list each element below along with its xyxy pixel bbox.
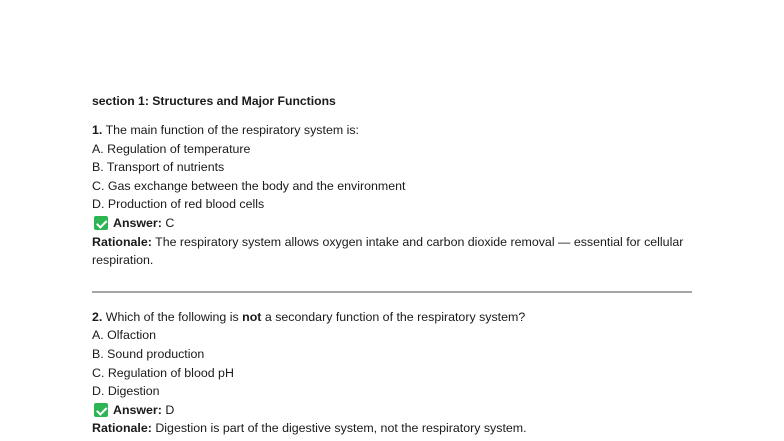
- question-2-rationale-label: Rationale:: [92, 421, 152, 436]
- question-1-option-a: A. Regulation of temperature: [92, 141, 251, 156]
- question-1-answer-value: C: [165, 215, 175, 230]
- question-2-prompt-emphasis: not: [242, 309, 262, 324]
- question-1-option-d: D. Production of red blood cells: [92, 197, 265, 212]
- question-2-prompt-start: Which of the following is: [105, 309, 239, 324]
- question-1-option-c: C. Gas exchange between the body and the environment: [92, 178, 406, 193]
- question-1-rationale: [92, 233, 702, 270]
- question-1-text: [92, 121, 702, 140]
- question-1-number: 1.: [92, 123, 103, 137]
- question-1-answer: [92, 214, 702, 233]
- document-body: [92, 92, 702, 438]
- question-2-rationale: [92, 419, 702, 438]
- check-mark-icon: [94, 216, 108, 230]
- question-2-option-b: B. Sound production: [92, 346, 205, 361]
- section-divider: [92, 291, 692, 293]
- section-heading: section 1: Structures and Major Functions: [92, 94, 336, 108]
- question-2-number: 2.: [92, 309, 103, 324]
- question-2-option-d: D. Digestion: [92, 384, 160, 399]
- question-1-prompt: The main function of the respiratory system is:: [105, 123, 359, 137]
- check-mark-icon: [94, 403, 108, 417]
- question-2-answer-label: Answer:: [113, 402, 162, 417]
- question-2: [92, 308, 702, 438]
- question-2-option-c: C. Regulation of blood pH: [92, 365, 234, 380]
- question-2-rationale-text: Digestion is part of the digestive system, not the respiratory system.: [155, 421, 527, 436]
- question-2-prompt-end: a secondary function of the respiratory system?: [264, 309, 526, 324]
- question-1: [92, 121, 702, 270]
- question-2-option-a: A. Olfaction: [92, 328, 157, 343]
- question-1-option-b: B. Transport of nutrients: [92, 160, 225, 175]
- question-1-answer-label: Answer:: [113, 215, 162, 230]
- question-2-answer-value: D: [165, 402, 175, 417]
- question-2-text: [92, 308, 702, 327]
- question-1-rationale-label: Rationale:: [92, 234, 152, 249]
- question-2-answer: [92, 401, 702, 420]
- question-1-rationale-text: The respiratory system allows oxygen intake and carbon dioxide removal — essential for cellular respiration.: [92, 234, 684, 268]
